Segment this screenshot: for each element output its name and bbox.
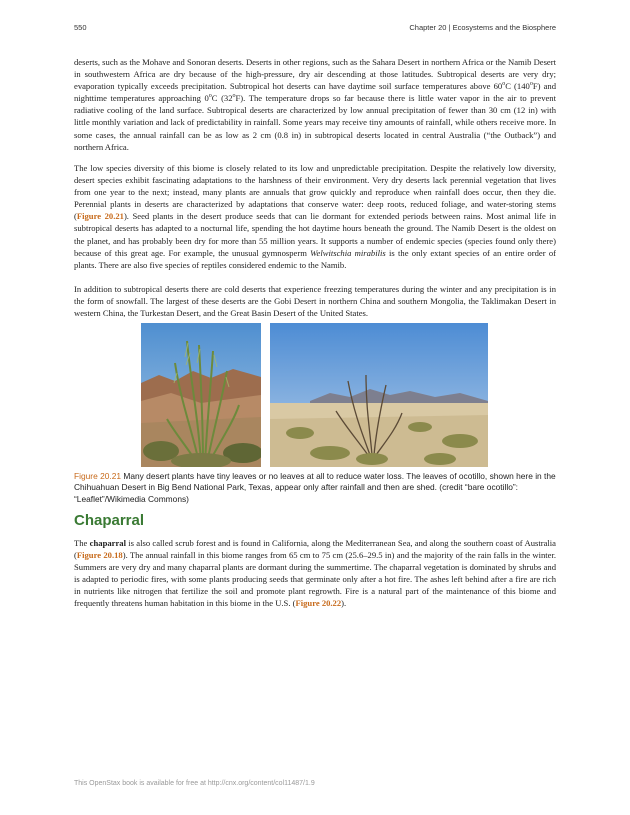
paragraph-cold-deserts: In addition to subtropical deserts there are cold deserts that experience freezing temperatures during the winter and any precipitation is in the form of snowfall. The largest of these deserts are the Gobi Desert in northern China and southern Mongolia, the Taklimakan Desert in western China, the Turkestan Desert, and the Great Basin Desert of the United States. (74, 284, 556, 319)
paragraph-desert-climate: deserts, such as the Mohave and Sonoran deserts. Deserts in other regions, such as the Sahara Desert in northern Africa or the Namib Desert in southwestern Africa are dry because of the high-pressure, dry air descending at those latitudes. Subtropical deserts are very dry; evaporation typically exceeds precipitation. Subtropical hot deserts can have daytime soil surface temperatures above 60$^o$C (140$^o$F) and nighttime temperatures approaching 0$^o$C (32$^o$F). The temperature drops so far because there is little water vapor in the air to prevent radiative cooling of the land surface. Subtropical deserts are characterized by low annual precipitation of fewer than 30 cm (12 in) with little monthly variation and lack of predictability in rainfall. Some years may receive tiny amounts of rainfall, while others receive more. In some cases, the annual rainfall can be as low as 2 cm (0.8 in) in subtropical deserts located in central Australia (“the Outback”) and northern Africa. (74, 57, 557, 152)
paragraph-species-diversity: The low species diversity of this biome is closely related to its low and unpredictable precipitation. Despite the relatively low diversity, desert species exhibit fascinating adaptations to the harshness of their environment. Very dry deserts lack perennial vegetation that lives from one year to the next; instead, many plants are annuals that grow quickly and reproduce when rainfall does occur, then they die. Perennial plants in deserts are characterized by adaptations that conserve water: deep roots, reduced foliage, and water-storing stems (Figure 20.21). Seed plants in the desert produce seeds that can lie dormant for extended periods between rains. Most animal life in subtropical deserts has adapted to a nocturnal life, spending the hot daytime hours beneath the ground. The Namib Desert is the oldest on the planet, and has probably been dry for more than 55 million years. It supports a number of endemic species (species found only there) because of this great age. For example, the unusual gymnosperm Welwitschia mirabilis is the only extant species of an entire order of plants. There are also five species of reptiles considered endemic to the Namib. (74, 163, 557, 270)
ocotillo-bare-photo (141, 323, 261, 467)
figure-label: Figure 20.21 (74, 471, 122, 481)
chapter-title: Chapter 20 | Ecosystems and the Biosphere (409, 23, 556, 32)
ocotillo-chihuahuan-photo (270, 323, 488, 467)
figure-caption: Figure 20.21 Many desert plants have tiny leaves or no leaves at all to reduce water loss. The leaves of ocotillo, shown here in the Chihuahuan Desert in Big Bend National Park, Texas, appear only after rainfall and then are shed. (credit “bare ocotillo”: “Leaflet”/Wikimedia Commons) (74, 471, 556, 504)
page-footer: This OpenStax book is available for free at http://cnx.org/content/col11487/1.9 (74, 780, 315, 787)
paragraph-chaparral: The chaparral is also called scrub forest and is found in California, along the Mediterranean Sea, and along the southern coast of Australia (Figure 20.18). The annual rainfall in this biome ranges from 65 cm to 75 cm (25.6–29.5 in) and the majority of the rain falls in the winter. Summers are very dry and many chaparral plants are dormant during the summertime. The chaparral vegetation is dominated by shrubs and is adapted to periodic fires, with some plants producing seeds that germinate only after a hot fire. The ashes left behind after a fire are rich in nutrients like nitrogen that fertilize the soil and promote plant regrowth. Fire is a natural part of the maintenance of this biome and frequently threatens human habitation in this biome in the U.S. (Figure 20.22). (74, 538, 557, 609)
figure-link-20-22[interactable]: Figure 20.22 (295, 598, 342, 609)
figure-link-20-18[interactable]: Figure 20.18 (76, 550, 123, 561)
section-heading-chaparral: Chaparral (74, 512, 145, 529)
figure-link-20-21[interactable]: Figure 20.21 (76, 211, 124, 222)
page-header (74, 23, 556, 37)
page-number: 550 (74, 23, 87, 32)
